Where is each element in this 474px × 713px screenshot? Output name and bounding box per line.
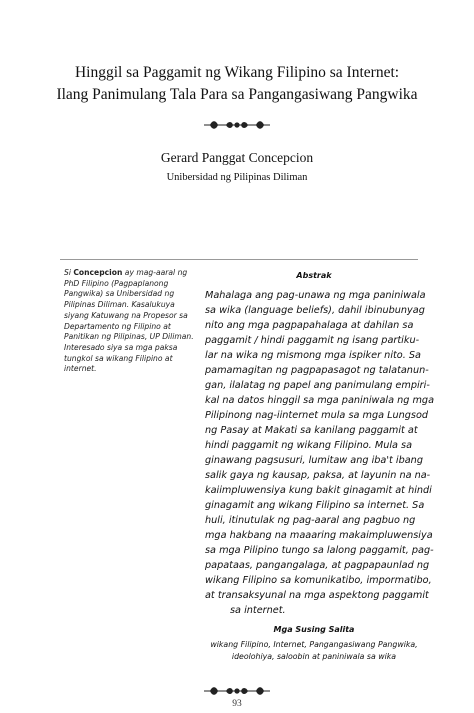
abstract-line: sa wika (language beliefs), dahil ibinubunyag (205, 305, 425, 316)
abstract-line: mga hakbang na maaaring makaimpluwensiya (205, 530, 433, 541)
abstract-line: sa internet. (230, 605, 286, 616)
abstract-line: Pilipinong nag-iinternet mula sa mga Lungsod (205, 410, 429, 421)
bio-text: ay mag-aaral ng PhD Filipino (Pagpaplanong Pangwika) sa Unibersidad ng Pilipinas Diliman. Kasalukuya siyang Katuwang na Propesor sa Departamento ng Filipino at Panitikan ng Pilipinas, UP Diliman. Interesado siya sa mga paksa tungkol sa wikang Filipino at internet. (64, 268, 194, 374)
keywords-line-1: wikang Filipino, Internet, Pangangasiwang Pangwika, (210, 640, 418, 649)
abstract-heading: Abstrak (296, 271, 332, 280)
section-divider (60, 259, 418, 260)
abstract-line: at transaksyunal na mga aspektong paggamit (205, 590, 429, 601)
abstract-line: ginawang pagsusuri, lumitaw ang iba't ibang (205, 455, 423, 466)
author-bio (64, 268, 197, 375)
abstract-line: papataas, pangangalaga, at pagpapaunlad ng (205, 560, 430, 571)
abstract-line: huli, itinutulak ng pag-aaral ang pagbuo ng (205, 515, 416, 526)
abstract-line: ginagamit ang wikang Filipino sa internet. Sa (205, 500, 425, 511)
keywords-line-2: ideolohiya, saloobin at paniniwala sa wika (231, 652, 397, 661)
abstract-line: pamamagitan ng pagpapasagot ng talatanun- (205, 365, 429, 376)
abstract-line: gan, ilalatag ng papel ang panimulang empiri- (205, 380, 430, 391)
abstract-line: lar na wika ng mismong mga ispiker nito. Sa (205, 350, 421, 361)
article-title-line-2: Ilang Panimulang Tala Para sa Pangangasiwang Pangwika (56, 86, 418, 103)
abstract-line: wikang Filipino sa komunikatibo, impormatibo, (205, 575, 432, 586)
abstract-line: paggamit / hindi paggamit ng isang partiku- (205, 335, 420, 346)
abstract-line: Mahalaga ang pag-unawa ng mga paniniwala (205, 290, 426, 301)
abstract-line: kaiimpluwensiya kung bakit ginagamit at hindi (205, 485, 432, 496)
author-affiliation: Unibersidad ng Pilipinas Diliman (166, 172, 308, 183)
bio-prefix: Si (64, 268, 74, 277)
article-title-line-1: Hinggil sa Paggamit ng Wikang Filipino sa Internet: (74, 64, 400, 81)
keywords-heading: Mga Susing Salita (273, 625, 355, 634)
fleuron-ornament-top (202, 118, 272, 132)
abstract-line: sa mga Pilipino tungo sa lalong paggamit, pag- (205, 545, 434, 556)
page-number: 93 (232, 699, 242, 709)
abstract-line: hindi paggamit ng wikang Filipino. Mula sa (205, 440, 413, 451)
abstract-line: nito ang mga pagpapahalaga at dahilan sa (205, 320, 414, 331)
fleuron-ornament-bottom (202, 684, 272, 698)
abstract-line: salik gaya ng kausap, paksa, at layunin na na- (205, 470, 431, 481)
bio-author-name: Concepcion (73, 268, 123, 277)
author-name: Gerard Panggat Concepcion (160, 150, 314, 165)
abstract-line: ng Pasay at Makati sa kanilang paggamit at (205, 425, 418, 436)
abstract-line: kal na datos hinggil sa mga paniniwala ng mga (205, 395, 435, 406)
